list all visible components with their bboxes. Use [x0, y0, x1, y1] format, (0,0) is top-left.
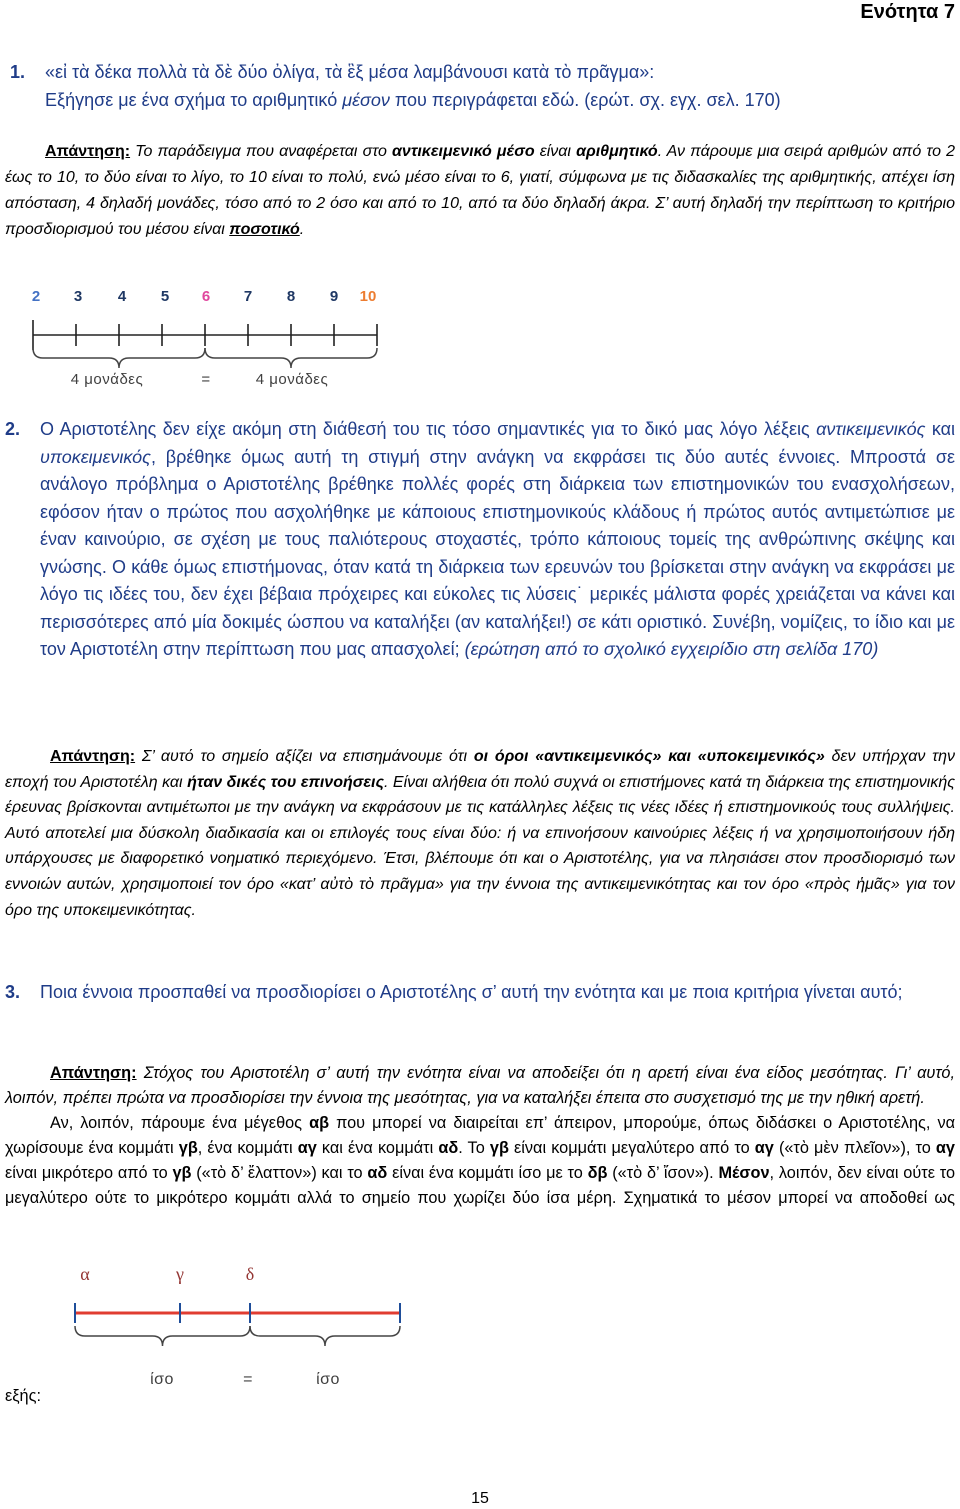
text-segment: είναι κομμάτι μεγαλύτερο από το: [508, 1139, 755, 1157]
question-text: [40, 416, 955, 664]
section-title: Ενότητα 7: [860, 1, 955, 23]
text-segment: που περιγράφεται εδώ. (ερώτ. σχ. εγχ. σελ. 170): [389, 90, 781, 110]
question-text: [45, 58, 955, 114]
number-label: 3: [73, 288, 83, 305]
text-segment-bold: οι όροι «αντικειμενικός» και «υποκειμενικός»: [473, 748, 825, 765]
right-equal-label: ίσο: [316, 1371, 340, 1388]
text-segment: είναι: [534, 143, 577, 160]
answer-label: Απάντηση:: [50, 748, 136, 765]
equals-sign: =: [243, 1371, 253, 1388]
text-segment-italic: μέσον: [342, 90, 390, 110]
answer-paragraph: [5, 1061, 955, 1111]
segment-label-bold: δβ: [587, 1164, 608, 1182]
right-brace: [205, 348, 377, 368]
text-segment: . Το: [458, 1139, 490, 1157]
segment-label-bold: αγ: [935, 1139, 955, 1157]
right-brace: [250, 1326, 400, 1346]
number-label: 4: [117, 288, 127, 305]
answer-label: Απάντηση:: [45, 143, 131, 160]
text-segment: , βρέθηκε όμως αυτή τη στιγμή στην ανάγκη να εκφράσει τις δύο αυτές έννοιες. Μπροστά σε ανάλογο πρόβλημα ο Αριστοτέλης βρέθηκε πολλές φορές στη διάρκεια των επιστημονικών του ενασχολήσεων, εφόσον ήταν ο πρώτος που ασχολήθηκε με κάποιους επιστημονικούς κλάδους ή πρώτος αυτός αντιμετώπισε με έναν καινούριο, σε σχέση με τους παλιότερους στοχαστές, τρόπο κάποιους τομείς της ανθρώπινης σκέψης και γνώσης. Ο κάθε όμως επιστήμονας, όταν κατά τη διάρκεια των ερευνών του βρίσκεται στην ανάγκη να εκφράσει με λόγο τις ιδέες του, δεν έχει βέβαια πρόχειρες και εύκολες τις λύσεις˙ μερικές μάλιστα φορές χρειάζεται να κάνει και περισσότερες από μία δοκιμές ώσπου να καταλήξει (αν καταλήξει!) σε κάτι οριστικό. Συνέβη, νομίζεις, το ίδιο και με τον Αριστοτέλη στην περίπτωση που μας απασχολεί;: [40, 446, 955, 659]
segment-label-bold: αγ: [297, 1139, 317, 1157]
question-1: [10, 58, 955, 114]
text-segment: .: [299, 221, 305, 238]
number-line-figure: [25, 282, 395, 392]
text-segment: Αν, λοιπόν, πάρουμε ένα μέγεθος: [50, 1114, 310, 1132]
text-segment: («τὸ δ’ ἴσον»).: [607, 1164, 719, 1182]
page-number: 15: [471, 1490, 489, 1507]
text-segment: είναι ένα κομμάτι ίσο με το: [387, 1164, 588, 1182]
text-segment: δεν υπήρχαν την εποχή του Αριστοτέλη και: [5, 748, 956, 791]
text-segment: που μπορεί να διαιρείται επ’ άπειρον, μπορούμε, όπως διδάσκει ο Αριστοτέλης, να χωρίσουμε ένα κομμάτι: [5, 1114, 955, 1157]
left-equal-label: ίσο: [150, 1371, 174, 1388]
point-label-alpha: α: [80, 1264, 90, 1284]
text-segment: και: [925, 419, 956, 439]
question-source-note: (ερώτηση από το σχολικό εγχειρίδιο στη σελίδα 170): [464, 639, 879, 659]
text-segment: Εξήγησε με ένα σχήμα το αριθμητικό: [45, 90, 343, 110]
question-number: 1.: [10, 62, 26, 82]
answer-label: Απάντηση:: [50, 1064, 137, 1082]
text-segment: («τὸ μὲν πλεῖον»), το: [773, 1139, 936, 1157]
text-segment: Σ’ αυτό το σημείο αξίζει να επισημάνουμε ότι: [135, 748, 474, 765]
question-3: [5, 978, 955, 1006]
equals-sign: =: [201, 371, 211, 388]
left-brace: [33, 348, 205, 368]
segment-label-bold: γβ: [178, 1139, 198, 1157]
answer-3: [5, 1061, 955, 1211]
question-quote: «εἰ τὰ δέκα πολλὰ τὰ δὲ δύο ὀλίγα, τὰ ἓξ μέσα λαμβάνουσι κατὰ τὸ πρᾶγμα»:: [45, 62, 655, 82]
segment-label-bold: αδ: [367, 1164, 388, 1182]
point-label-delta: δ: [245, 1264, 255, 1284]
text-segment: , λοιπόν, δεν είναι ούτε το μεγαλύτερο ούτε το μικρότερο κομμάτι αλλά το σημείο που χωρίζει δύο ίσα μέρη. Σχηματικά το μέσον μπορεί να αποδοθεί ως: [5, 1164, 956, 1207]
left-distance-label: 4 μονάδες: [70, 371, 144, 388]
question-text: Ποια έννοια προσπαθεί να προσδιορίσει ο Αριστοτέλης σ’ αυτή την ενότητα και με ποια κριτήρια γίνεται αυτό;: [40, 982, 903, 1002]
segment-label-bold: αδ: [438, 1139, 459, 1157]
segment-label-bold: αβ: [309, 1114, 330, 1132]
segment-label-bold: αγ: [754, 1139, 774, 1157]
answer-1: [5, 139, 955, 243]
right-distance-label: 4 μονάδες: [255, 371, 329, 388]
text-segment: , ένα κομμάτι: [197, 1139, 298, 1157]
text-segment-bold: Μέσον: [718, 1164, 770, 1182]
answer-paragraph: [5, 1111, 955, 1211]
text-segment: . Αν πάρουμε μια σειρά αριθμών από το 2 έως το 10, το δύο είναι το λίγο, το 10 είναι το πολύ, ενώ μέσο είναι το 6, γιατί, σύμφωνα με τις διδασκαλίες της αριθμητικής, απέχει ίση απόσταση, 4 δηλαδή μονάδες, τόσο από το 2 όσο και από το 10, από τα δύο δηλαδή άκρα. Σ’ αυτή δηλαδή την περίπτωση το κριτήριο προσδιορισμού του μέσου είναι: [5, 143, 956, 238]
question-2: [5, 416, 955, 664]
text-segment: . Είναι αλήθεια ότι πολύ συχνά οι επιστήμονες κατά τη διάρκεια της επιστημονικής έρευνας βρίσκονται αντιμέτωποι με την ανάγκη να εκφράσουν με τις κατάλληλες λέξεις τις νέες ιδέες ή επιστημονικούς τους συλλήψεις. Αυτό αποτελεί μια δύσκολη διαδικασία και οι επιλογές τους είναι δύο: ή να επινοήσουν καινούριες λέξεις ή να χρησιμοποιήσουν ήδη υπάρχουσες με διαφορετικό νοηματικό περιεχόμενο. Έτσι, βλέπουμε ότι και ο Αριστοτέλης, για να πλησιάσει στον προσδιορισμό των εννοιών αυτών, χρησιμοποιεί τον όρο «κατ’ αὐτὸ τὸ πρᾶγμα» για την έννοια της αντικειμενικότητας και τον όρο «πρὸς ἡμᾶς» για τον όρο της υποκειμενικότητας.: [5, 773, 956, 919]
text-segment-bold: ήταν δικές του επινοήσεις: [187, 773, 384, 791]
text-segment-bold: αριθμητικό: [576, 143, 658, 160]
number-label: 8: [286, 288, 296, 305]
question-number: 2.: [5, 419, 21, 439]
text-segment: Ο Αριστοτέλης δεν είχε ακόμη στη διάθεσή του τις τόσο σημαντικές για το δικό μας λόγο λέξεις: [40, 419, 817, 439]
text-segment-italic: υποκειμενικός: [40, 446, 151, 467]
point-label-gamma: γ: [176, 1264, 184, 1284]
question-prompt: [45, 86, 955, 114]
text-segment: Το παράδειγμα που αναφέρεται στο: [130, 143, 392, 160]
answer-2: [5, 744, 955, 923]
text-segment-bold: αντικειμενικό μέσο: [392, 143, 535, 160]
text-segment-bold-underlined: ποσοτικό: [229, 221, 300, 238]
number-label: 10: [359, 288, 377, 305]
number-label: 6: [201, 288, 211, 305]
paragraph-continuation: εξής:: [5, 1387, 41, 1405]
segment-midpoint-figure: [60, 1258, 420, 1393]
number-label: 2: [31, 288, 41, 305]
text-segment: («τὸ δ’ ἔλαττον») και το: [191, 1164, 368, 1182]
segment-label-bold: γβ: [172, 1164, 192, 1182]
text-segment-italic: αντικειμενικός: [816, 419, 926, 439]
left-brace: [75, 1326, 250, 1346]
number-label: 9: [329, 288, 339, 305]
number-label: 5: [160, 288, 170, 305]
text-segment: είναι μικρότερο από το: [5, 1164, 173, 1182]
text-segment: Στόχος του Αριστοτέλη σ’ αυτή την ενότητα είναι να αποδείξει ότι η αρετή είναι ένα είδος μεσότητας. Γι’ αυτό, λοιπόν, πρέπει πρώτα να προσδιορίσει την έννοια της μεσότητας, για να καταλήξει έπειτα στο συσχετισμό της με την ηθική αρετή.: [5, 1064, 955, 1107]
segment-label-bold: γβ: [489, 1139, 509, 1157]
text-segment: και ένα κομμάτι: [316, 1139, 439, 1157]
question-number: 3.: [5, 982, 21, 1002]
number-label: 7: [243, 288, 253, 305]
